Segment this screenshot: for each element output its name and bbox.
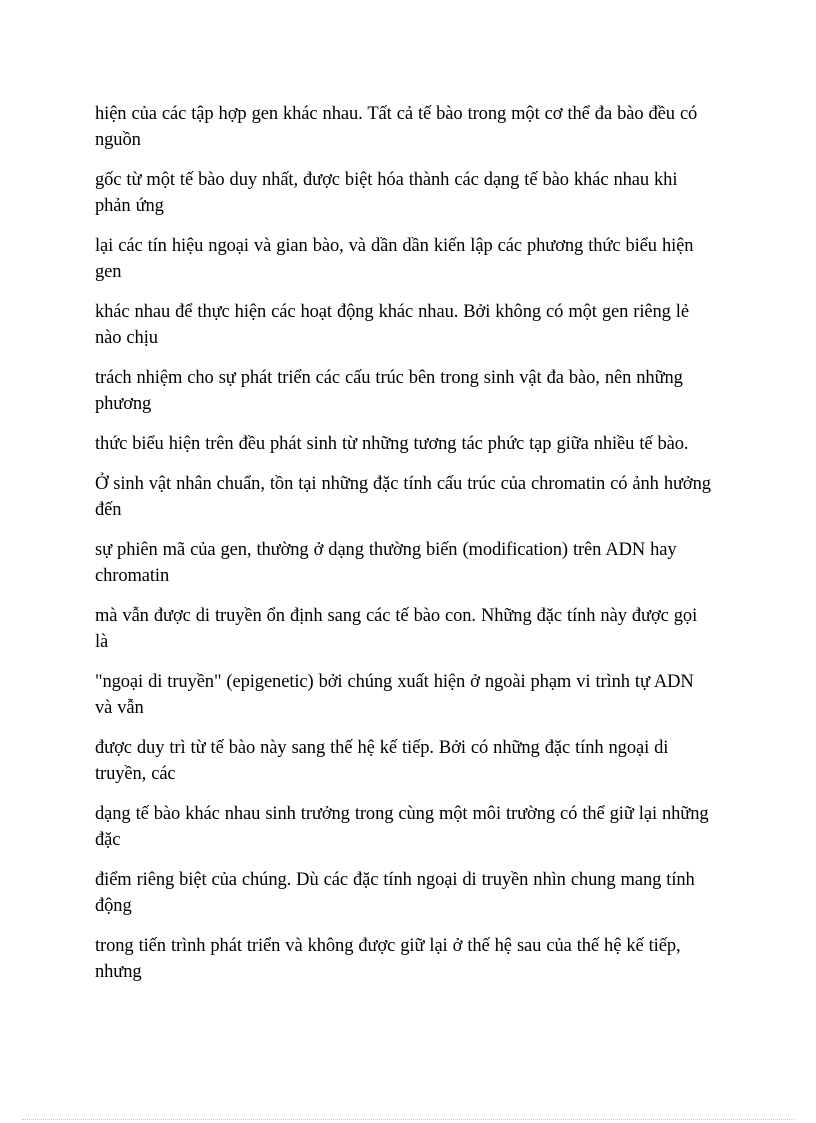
paragraph-12 <box>95 801 735 853</box>
paragraph-14 <box>95 933 735 985</box>
paragraph-line: đến <box>95 500 122 520</box>
paragraph-line: hiện của các tập hợp gen khác nhau. Tất cả tế bào trong một cơ thể đa bào đều có <box>95 104 698 124</box>
paragraph-line: "ngoại di truyền" (epigenetic) bởi chúng xuất hiện ở ngoài phạm vi trình tự ADN <box>95 672 694 692</box>
paragraph-line: nguồn <box>95 130 141 150</box>
paragraph-line: Ở sinh vật nhân chuẩn, tồn tại những đặc tính cấu trúc của chromatin có ảnh hưởng <box>95 474 711 494</box>
paragraph-8 <box>95 537 735 589</box>
page-bottom-divider <box>22 1119 794 1120</box>
paragraph-line: truyền, các <box>95 764 176 784</box>
paragraph-13 <box>95 867 735 919</box>
paragraph-10 <box>95 669 735 721</box>
paragraph-line: điểm riêng biệt của chúng. Dù các đặc tính ngoại di truyền nhìn chung mang tính <box>95 870 695 890</box>
paragraph-6 <box>95 431 735 457</box>
paragraph-line: nhưng <box>95 962 142 982</box>
paragraph-line: và vẫn <box>95 698 144 718</box>
paragraph-line: đặc <box>95 830 121 850</box>
paragraph-line: trách nhiệm cho sự phát triển các cấu trúc bên trong sinh vật đa bào, nên những <box>95 368 683 388</box>
paragraph-line: mà vẫn được di truyền ổn định sang các tế bào con. Những đặc tính này được gọi <box>95 606 698 626</box>
paragraph-line: khác nhau để thực hiện các hoạt động khác nhau. Bởi không có một gen riêng lẻ <box>95 302 689 322</box>
paragraph-line: trong tiến trình phát triển và không được giữ lại ở thế hệ sau của thế hệ kế tiếp, <box>95 936 681 956</box>
paragraph-2 <box>95 167 735 219</box>
paragraph-line: nào chịu <box>95 328 158 348</box>
paragraph-9 <box>95 603 735 655</box>
paragraph-7 <box>95 471 735 523</box>
paragraph-line: động <box>95 896 132 916</box>
paragraph-line: phương <box>95 394 152 414</box>
paragraph-line: chromatin <box>95 566 170 586</box>
paragraph-line: được duy trì từ tế bào này sang thế hệ kế tiếp. Bởi có những đặc tính ngoại di <box>95 738 669 758</box>
paragraph-3 <box>95 233 735 285</box>
paragraph-line: dạng tế bào khác nhau sinh trưởng trong cùng một môi trường có thể giữ lại những <box>95 804 709 824</box>
paragraph-11 <box>95 735 735 787</box>
paragraph-line: là <box>95 632 109 652</box>
paragraph-4 <box>95 299 735 351</box>
paragraph-line: phản ứng <box>95 196 164 216</box>
paragraph-5 <box>95 365 735 417</box>
paragraph-line: gốc từ một tế bào duy nhất, được biệt hóa thành các dạng tế bào khác nhau khi <box>95 170 678 190</box>
paragraph-1 <box>95 101 735 153</box>
paragraph-line: lại các tín hiệu ngoại và gian bào, và dần dần kiến lập các phương thức biểu hiện <box>95 236 694 256</box>
document-body <box>95 101 735 999</box>
paragraph-line: thức biểu hiện trên đều phát sinh từ những tương tác phức tạp giữa nhiều tế bào. <box>95 434 689 454</box>
paragraph-line: sự phiên mã của gen, thường ở dạng thường biến (modification) trên ADN hay <box>95 540 677 560</box>
paragraph-line: gen <box>95 262 122 282</box>
